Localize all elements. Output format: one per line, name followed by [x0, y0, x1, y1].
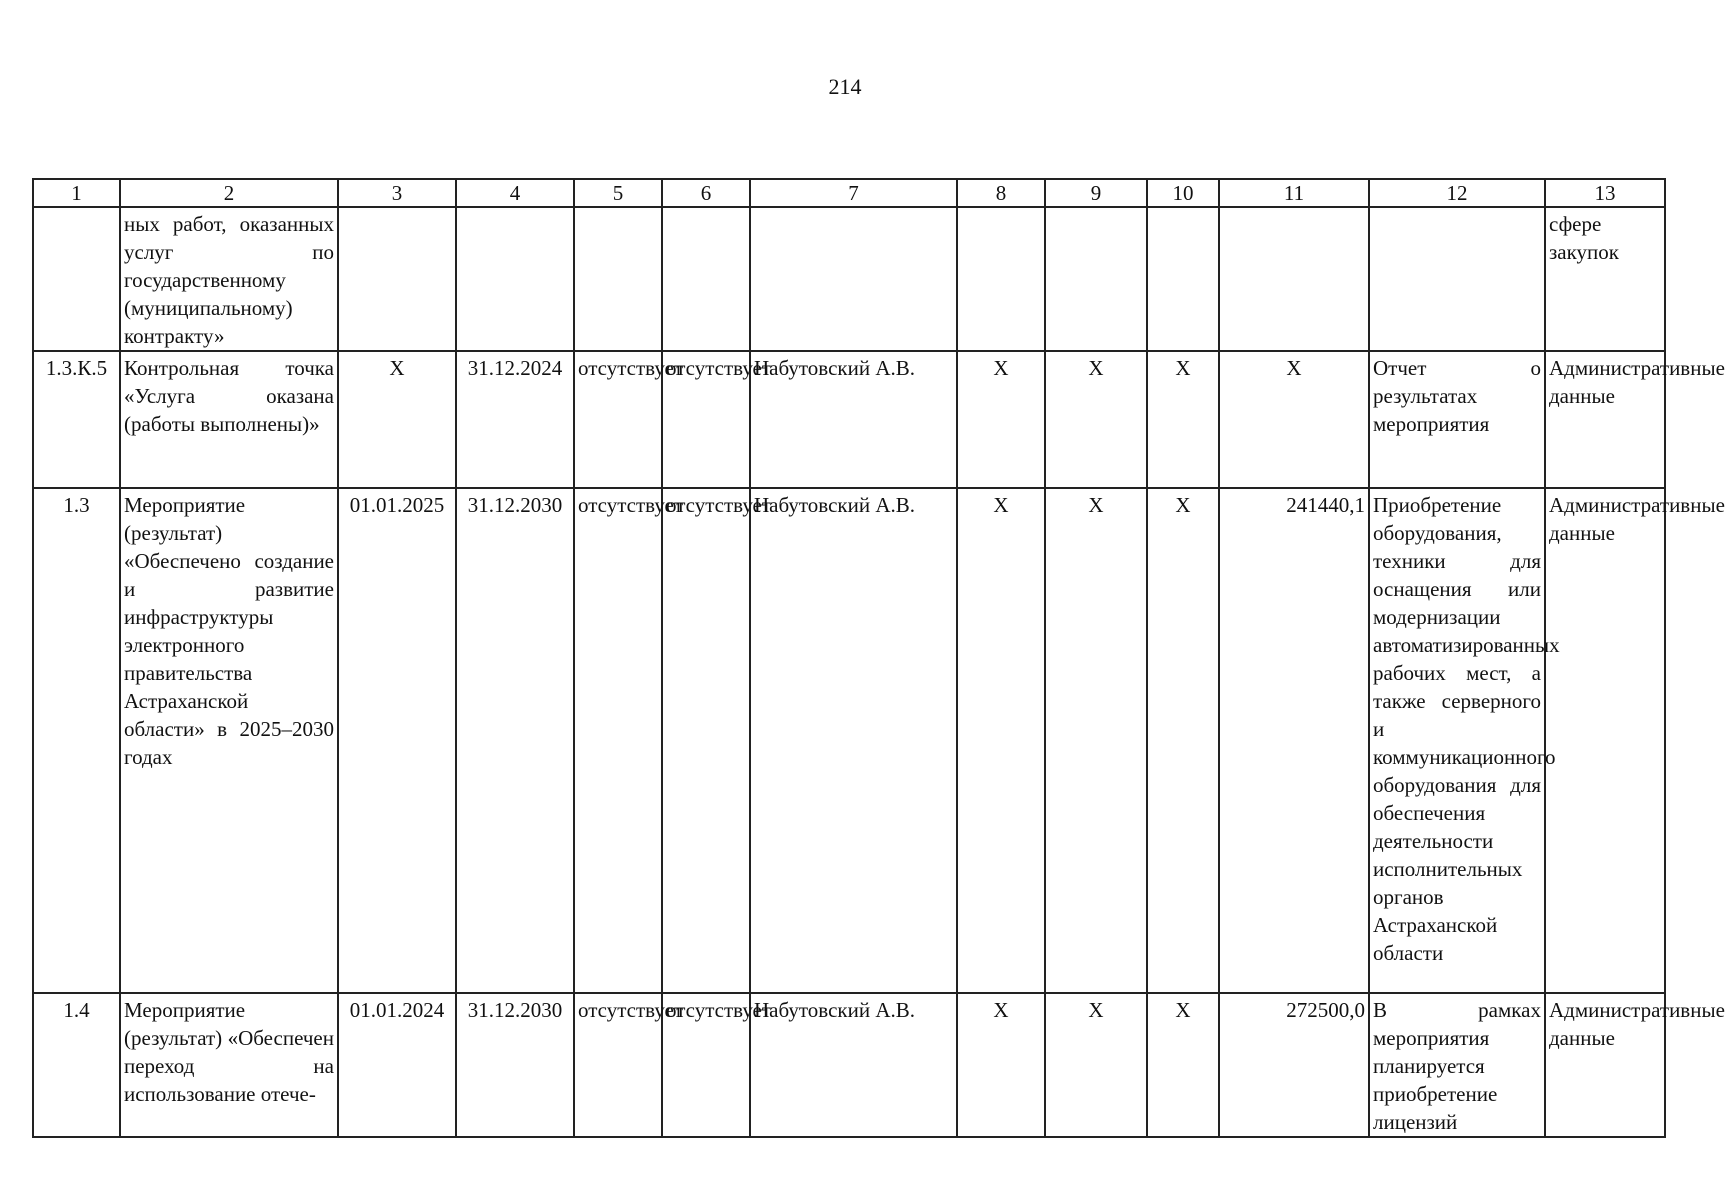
document-table	[32, 178, 1725, 1138]
row-name: Мероприятие (результат) «Обеспечено создание и развитие инфраструктуры электронного правительства Астраханской области» в 2025–2030 годах	[120, 488, 338, 993]
col-8-cell: Х	[957, 351, 1045, 488]
header-cell: 9	[1045, 179, 1147, 207]
description-cell: Приобретение оборудования, техники для оснащения или модернизации автоматизированных рабочих мест, а также серверного и коммуникационного оборудования для обеспечения деятельности исполнительных органов Астраханской области	[1369, 488, 1545, 993]
amount-cell: 272500,0	[1219, 993, 1369, 1137]
col-10-cell: Х	[1147, 351, 1219, 488]
col-10-cell	[1147, 207, 1219, 351]
col-8-cell: Х	[957, 488, 1045, 993]
description-cell: В рамках мероприятия планируется приобретение лицензий	[1369, 993, 1545, 1137]
responsible: Набутовский А.В.	[750, 993, 957, 1137]
page-number: 214	[828, 74, 862, 99]
table-header-row	[33, 179, 1665, 207]
table-row	[33, 207, 1665, 351]
source-cell: Административные данные	[1545, 351, 1665, 488]
row-name: Контрольная точка «Услуга оказана (работы выполнены)»	[120, 351, 338, 488]
source-cell: Административные данные	[1545, 488, 1665, 993]
header-cell: 8	[957, 179, 1045, 207]
description-cell: Отчет о результатах мероприятия	[1369, 351, 1545, 488]
end-date: 31.12.2030	[456, 993, 574, 1137]
start-date: 01.01.2024	[338, 993, 456, 1137]
table-row	[33, 351, 1665, 488]
col-5-cell: отсутствует	[574, 993, 662, 1137]
col-6-cell: отсутствует	[662, 351, 750, 488]
row-number: 1.3.К.5	[33, 351, 120, 488]
row-number: 1.4	[33, 993, 120, 1137]
header-cell: 7	[750, 179, 957, 207]
amount-cell: Х	[1219, 351, 1369, 488]
col-6-cell	[662, 207, 750, 351]
header-cell: 1	[33, 179, 120, 207]
row-name: ных работ, оказанных услуг по государственному (муниципальному) контракту»	[120, 207, 338, 351]
header-cell: 11	[1219, 179, 1369, 207]
col-5-cell: отсутствует	[574, 488, 662, 993]
col-9-cell: Х	[1045, 488, 1147, 993]
col-9-cell: Х	[1045, 351, 1147, 488]
header-cell: 10	[1147, 179, 1219, 207]
header-cell: 3	[338, 179, 456, 207]
start-date: 01.01.2025	[338, 488, 456, 993]
col-8-cell	[957, 207, 1045, 351]
source-cell: Административные данные	[1545, 993, 1665, 1137]
header-cell: 6	[662, 179, 750, 207]
table-row	[33, 488, 1665, 993]
col-10-cell: Х	[1147, 488, 1219, 993]
col-10-cell: Х	[1147, 993, 1219, 1137]
start-date	[338, 207, 456, 351]
description-cell	[1369, 207, 1545, 351]
header-cell: 5	[574, 179, 662, 207]
responsible: Набутовский А.В.	[750, 488, 957, 993]
col-5-cell	[574, 207, 662, 351]
header-cell: 2	[120, 179, 338, 207]
col-6-cell: отсутствует	[662, 488, 750, 993]
col-6-cell: отсутствует	[662, 993, 750, 1137]
col-8-cell: Х	[957, 993, 1045, 1137]
header-cell: 13	[1545, 179, 1665, 207]
amount-cell	[1219, 207, 1369, 351]
responsible	[750, 207, 957, 351]
col-9-cell	[1045, 207, 1147, 351]
end-date	[456, 207, 574, 351]
header-cell: 12	[1369, 179, 1545, 207]
end-date: 31.12.2024	[456, 351, 574, 488]
table-row	[33, 993, 1665, 1137]
amount-cell: 241440,1	[1219, 488, 1369, 993]
row-name: Мероприятие (результат) «Обеспечен переход на использование отече-	[120, 993, 338, 1137]
col-5-cell: отсутствует	[574, 351, 662, 488]
end-date: 31.12.2030	[456, 488, 574, 993]
row-number	[33, 207, 120, 351]
header-cell: 4	[456, 179, 574, 207]
source-cell: сфере закупок	[1545, 207, 1665, 351]
responsible: Набутовский А.В.	[750, 351, 957, 488]
col-9-cell: Х	[1045, 993, 1147, 1137]
start-date: Х	[338, 351, 456, 488]
row-number: 1.3	[33, 488, 120, 993]
